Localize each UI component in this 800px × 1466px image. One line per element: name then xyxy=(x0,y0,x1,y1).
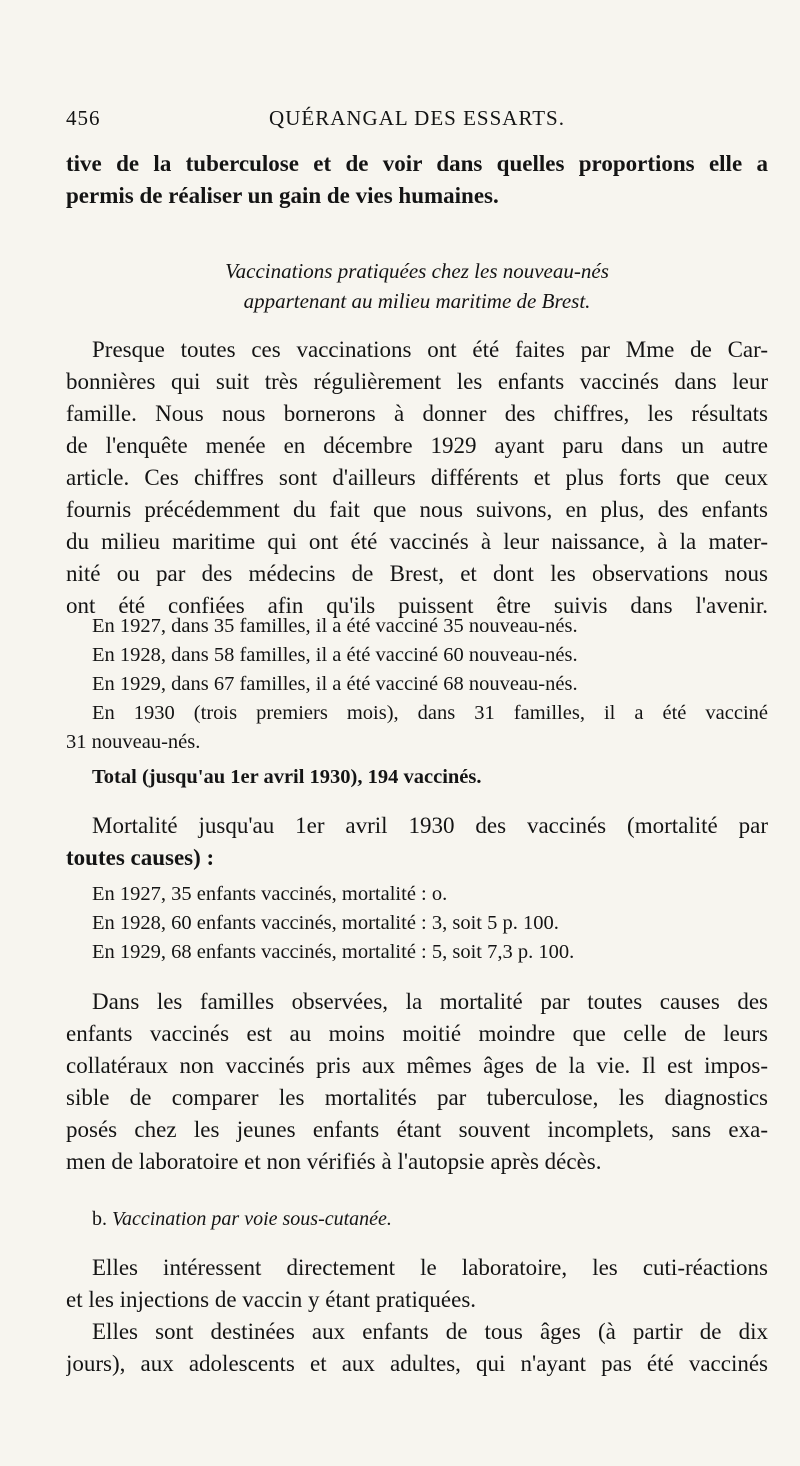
text-line: et les injections de vaccin y étant pratiquées. xyxy=(66,1287,477,1312)
text-line: article. Ces chiffres sont d'ailleurs différents et plus forts que ceux xyxy=(66,465,768,490)
text-line: Dans les familles observées, la mortalité par toutes causes des xyxy=(92,989,768,1014)
text-line: sible de comparer les mortalités par tuberculose, les diagnostics xyxy=(66,1085,768,1110)
subsection-title: Vaccination par voie sous-cutanée. xyxy=(112,1208,392,1230)
text-line: fournis précédemment du fait que nous suivons, en plus, des enfants xyxy=(66,497,768,522)
vaccinations-list xyxy=(66,612,768,792)
paragraph-observed-families xyxy=(66,986,768,1178)
page-number: 456 xyxy=(66,106,101,130)
text-line: famille. Nous nous bornerons à donner des chiffres, les résultats xyxy=(66,401,768,426)
text-line: ont été confiées afin qu'ils puissent être suivis dans l'avenir. xyxy=(66,593,768,618)
text-line: men de laboratoire et non vérifiés à l'autopsie après décès. xyxy=(66,1149,602,1174)
text-line: permis de réaliser un gain de vies humaines. xyxy=(66,183,499,208)
text-line: Mortalité jusqu'au 1er avril 1930 des vaccinés (mortalité par xyxy=(92,813,768,838)
text-line: du milieu maritime qui ont été vaccinés à leur naissance, à la mater- xyxy=(66,529,768,554)
list-item: En 1928, 60 enfants vaccinés, mortalité : 3, soit 5 p. 100. xyxy=(92,912,559,934)
section-title xyxy=(66,256,768,316)
text-line: enfants vaccinés est au moins moitié moindre que celle de leurs xyxy=(66,1021,768,1046)
list-item: En 1927, 35 enfants vaccinés, mortalité : o. xyxy=(92,883,448,905)
text-line: posés chez les jeunes enfants étant souvent incomplets, sans exa- xyxy=(66,1117,768,1142)
list-item: En 1930 (trois premiers mois), dans 31 familles, il a été vacciné xyxy=(92,702,768,724)
text-line: de l'enquête menée en décembre 1929 ayant paru dans un autre xyxy=(66,433,768,458)
text-line: Presque toutes ces vaccinations ont été faites par Mme de Car- xyxy=(92,337,768,362)
text-line: toutes causes) : xyxy=(66,845,215,870)
list-item: En 1929, dans 67 familles, il a été vacciné 68 nouveau-nés. xyxy=(92,673,578,695)
running-title: QUÉRANGAL DES ESSARTS. xyxy=(269,106,565,130)
list-item: En 1929, 68 enfants vaccinés, mortalité : 5, soit 7,3 p. 100. xyxy=(92,941,575,963)
vaccinations-total: Total (jusqu'au 1er avril 1930), 194 vaccinés. xyxy=(92,766,482,788)
page-header xyxy=(66,106,768,142)
text-line: bonnières qui suit très régulièrement les enfants vaccinés dans leur xyxy=(66,369,768,394)
subsection-heading xyxy=(92,1208,392,1231)
text-line: collatéraux non vaccinés pris aux mêmes âges de la vie. Il est impos- xyxy=(66,1053,768,1078)
mortality-list xyxy=(66,880,768,967)
text-line: jours), aux adolescents et aux adultes, qui n'ayant pas été vaccinés xyxy=(66,1351,768,1376)
paragraph-subcutaneous xyxy=(66,1252,768,1380)
list-item: 31 nouveau-nés. xyxy=(66,731,201,753)
paragraph-vaccinations-newborns xyxy=(66,334,768,622)
section-title-line: appartenant au milieu maritime de Brest. xyxy=(243,289,591,313)
text-line: nité ou par des médecins de Brest, et dont les observations nous xyxy=(66,561,768,586)
list-item: En 1928, dans 58 familles, il a été vacciné 60 nouveau-nés. xyxy=(92,644,578,666)
subsection-letter: b. xyxy=(92,1208,107,1230)
text-line: tive de la tuberculose et de voir dans quelles proportions elle a xyxy=(66,151,768,176)
text-line: Elles sont destinées aux enfants de tous âges (à partir de dix xyxy=(92,1319,768,1344)
text-line: Elles intéressent directement le laboratoire, les cuti-réactions xyxy=(92,1255,768,1280)
intro-paragraph xyxy=(66,148,768,212)
mortality-heading xyxy=(66,810,768,874)
section-title-line: Vaccinations pratiquées chez les nouveau-nés xyxy=(225,259,609,283)
list-item: En 1927, dans 35 familles, il a été vacciné 35 nouveau-nés. xyxy=(92,615,578,637)
